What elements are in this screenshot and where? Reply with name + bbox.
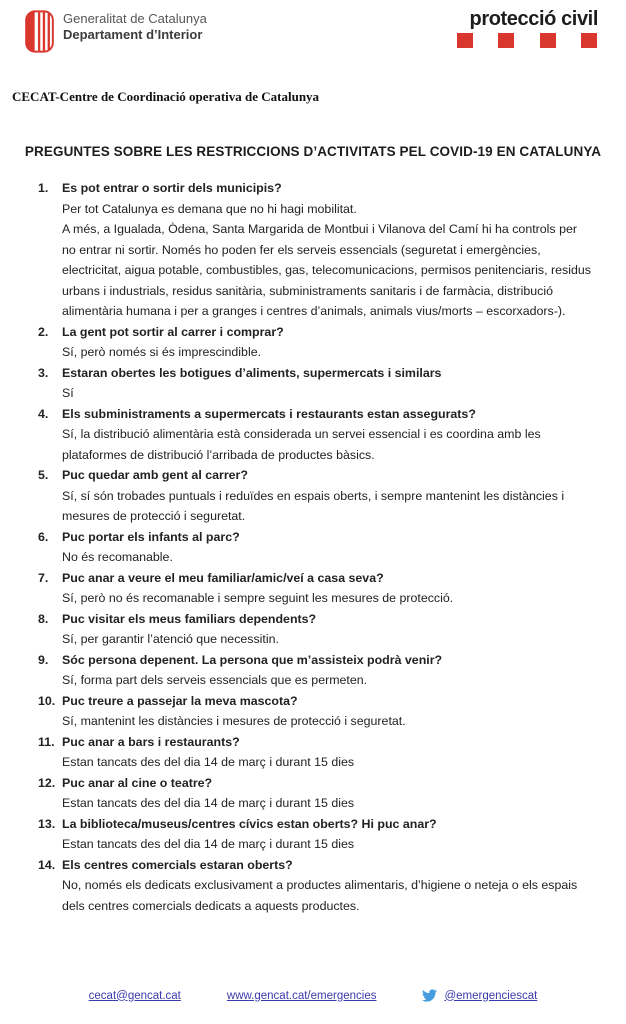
faq-question-text: La gent pot sortir al carrer i comprar?	[62, 324, 284, 339]
org-name-line2: Departament d’Interior	[63, 27, 203, 42]
cecat-subheader: CECAT-Centre de Coordinació operativa de Catalunya	[12, 89, 320, 104]
faq-answer: Estan tancats des del dia 14 de març i durant 15 dies	[62, 755, 355, 769]
faq-answer: Estan tancats des del dia 14 de març i durant 15 dies	[62, 796, 355, 810]
faq-number: 11.	[38, 734, 55, 749]
faq-item-2	[38, 322, 592, 363]
page-header	[25, 8, 598, 53]
brand-squares	[456, 33, 598, 48]
faq-number: 4.	[38, 406, 49, 421]
red-square-icon	[581, 33, 597, 48]
org-name	[63, 8, 207, 43]
proteccio-civil-logo	[456, 8, 598, 48]
faq-item-4	[38, 404, 592, 466]
faq-question	[38, 732, 592, 753]
generalitat-senyera-icon	[25, 10, 54, 53]
faq-number: 1.	[38, 181, 49, 195]
twitter-icon	[422, 988, 437, 1003]
faq-answer: Sí, per garantir l’atenció que necessitin.	[62, 632, 279, 646]
faq-item-1	[38, 178, 592, 322]
faq-list	[38, 178, 592, 916]
faq-answer: Per tot Catalunya es demana que no hi hagi mobilitat.	[62, 201, 357, 216]
faq-question	[38, 527, 592, 548]
red-square-icon	[498, 33, 514, 48]
faq-question	[38, 178, 592, 199]
faq-number: 5.	[38, 468, 49, 482]
faq-answer: Sí, mantenint les distàncies i mesures de protecció i seguretat.	[62, 714, 406, 728]
website-link[interactable]: www.gencat.cat/emergencies	[226, 989, 377, 1002]
proteccio-civil-wordmark: protecció civil	[469, 8, 598, 30]
faq-question-text: Els centres comercials estaran oberts?	[62, 857, 293, 872]
faq-question	[38, 404, 592, 425]
faq-answer: Sí, sí són trobades puntuals i reduïdes en espais oberts, i sempre mantenint les distàncies i mesures de protecció i seguretat.	[62, 488, 565, 523]
faq-number: 7.	[38, 570, 49, 585]
faq-item-14	[38, 855, 592, 917]
faq-question-text: Puc anar al cine o teatre?	[62, 775, 213, 790]
faq-question-text: Puc anar a veure el meu familiar/amic/veí a casa seva?	[62, 570, 384, 585]
faq-item-13	[38, 814, 592, 855]
faq-item-6	[38, 527, 592, 568]
org-name-line1: Generalitat de Catalunya	[63, 11, 207, 26]
faq-question-text: Sóc persona depenent. La persona que m’assisteix podrà venir?	[62, 652, 443, 667]
faq-answer: Sí, però només si és imprescindible.	[62, 345, 262, 359]
email-link[interactable]: cecat@gencat.cat	[88, 989, 181, 1002]
faq-question-text: Estaran obertes les botigues d’aliments, supermercats i similars	[62, 365, 442, 380]
faq-item-11	[38, 732, 592, 773]
faq-number: 3.	[38, 365, 49, 380]
faq-question-text: Puc treure a passejar la meva mascota?	[62, 693, 298, 708]
faq-question-text: Puc quedar amb gent al carrer?	[62, 468, 248, 482]
faq-answer: Sí	[62, 386, 74, 400]
faq-number: 9.	[38, 652, 49, 667]
faq-question-text: Puc anar a bars i restaurants?	[62, 734, 240, 749]
faq-answer: Estan tancats des del dia 14 de març i durant 15 dies	[62, 837, 355, 851]
red-square-icon	[540, 33, 556, 48]
faq-number: 12.	[38, 775, 56, 790]
faq-answer: A més, a Igualada, Òdena, Santa Margarida de Montbui i Vilanova del Camí hi ha controls per no entrar ni sortir. Només ho poden fer els serveis essencials (seguretat i emergències, electricitat, aigua potable, combustibles, gas, telecomunicacions, permisos penitenciaris, residus urbans i industrials, residus sanitària, subministraments sanitaris i de farmàcia, distribució alimentària humana i per a granges i centres d’animals, animals vius/morts – escorxadors-).	[62, 222, 591, 318]
faq-answer: No és recomanable.	[62, 550, 173, 564]
twitter-handle-block	[422, 988, 537, 1003]
page-footer	[0, 988, 626, 1003]
faq-question	[38, 568, 592, 589]
faq-question	[38, 814, 592, 835]
faq-question-text: La biblioteca/museus/centres cívics estan oberts? Hi puc anar?	[62, 816, 437, 831]
faq-answer: Sí, forma part dels serveis essencials que es permeten.	[62, 673, 368, 687]
faq-question	[38, 855, 592, 876]
faq-item-12	[38, 773, 592, 814]
faq-item-3	[38, 363, 592, 404]
faq-question-text: Es pot entrar o sortir dels municipis?	[62, 181, 282, 195]
faq-question-text: Puc portar els infants al parc?	[62, 529, 240, 544]
faq-question-text: Puc visitar els meus familiars dependents?	[62, 611, 317, 626]
faq-question	[38, 650, 592, 671]
red-square-icon	[457, 33, 473, 48]
faq-number: 6.	[38, 529, 49, 544]
faq-number: 10.	[38, 693, 56, 708]
faq-question-text: Els subministraments a supermercats i restaurants estan assegurats?	[62, 406, 476, 421]
faq-answer: Sí, però no és recomanable i sempre seguint les mesures de protecció.	[62, 591, 454, 605]
faq-number: 13.	[38, 816, 56, 831]
faq-number: 2.	[38, 324, 49, 339]
page-title: PREGUNTES SOBRE LES RESTRICCIONS D’ACTIVITATS PEL COVID-19 EN CATALUNYA	[24, 144, 602, 159]
faq-item-5	[38, 465, 592, 527]
faq-number: 14.	[38, 857, 56, 872]
faq-number: 8.	[38, 611, 49, 626]
faq-question	[38, 773, 592, 794]
faq-question	[38, 465, 592, 486]
faq-question	[38, 609, 592, 630]
faq-item-7	[38, 568, 592, 609]
twitter-link[interactable]: @emergenciescat	[444, 989, 538, 1002]
faq-item-9	[38, 650, 592, 691]
faq-item-10	[38, 691, 592, 732]
faq-question	[38, 691, 592, 712]
faq-question	[38, 322, 592, 343]
faq-item-8	[38, 609, 592, 650]
faq-answer: Sí, la distribució alimentària està considerada un servei essencial i es coordina amb les plataformes de distribució l’arribada de productes bàsics.	[62, 427, 541, 462]
generalitat-logo-block	[25, 8, 207, 53]
faq-answer: No, només els dedicats exclusivament a productes alimentaris, d’higiene o neteja o els espais dels centres comercials dedicats a aquests productes.	[62, 878, 578, 913]
faq-question	[38, 363, 592, 384]
